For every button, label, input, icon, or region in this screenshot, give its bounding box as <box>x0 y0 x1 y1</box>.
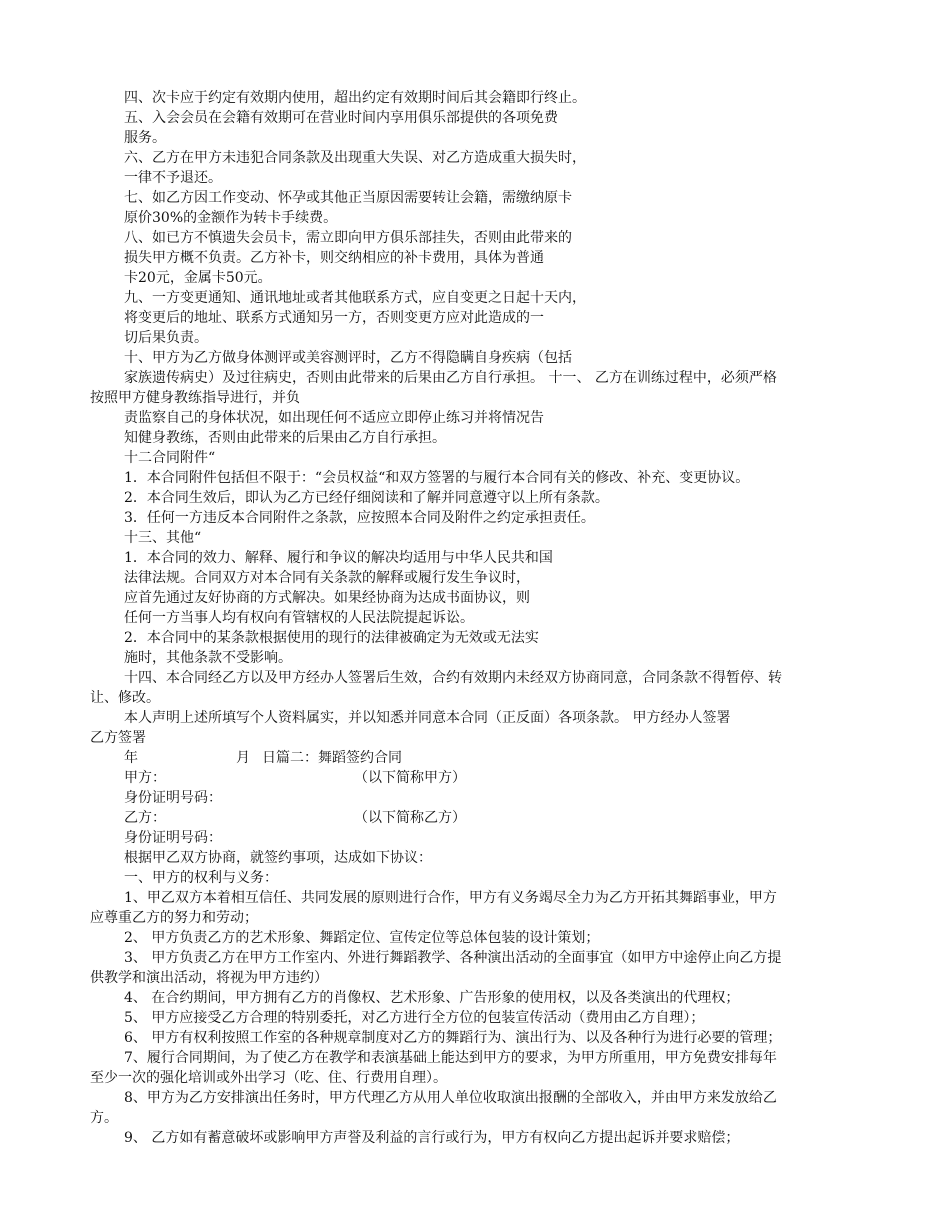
text-line: 1、甲乙双方本着相互信任、共同发展的原则进行合作，甲方有义务竭尽全力为乙方开拓其舞蹈事业，甲方 <box>124 890 777 906</box>
text-line: 本人声明上述所填写个人资料属实，并以知悉并同意本合同（正反面）各项条款。 甲方经办人签署 <box>124 710 731 726</box>
text-line: 5、 甲方应接受乙方合理的特别委托，对乙方进行全方位的包装宣传活动（费用由乙方自理）； <box>124 1010 705 1026</box>
text-line: 2、 甲方负责乙方的艺术形象、舞蹈定位、宣传定位等总体包装的设计策划； <box>124 930 600 946</box>
text-line: 损失甲方概不负责。乙方补卡，则交纳相应的补卡费用，具体为普通 <box>124 250 544 266</box>
text-line: 7、履行合同期间，为了使乙方在教学和表演基础上能达到甲方的要求，为甲方所重用，甲方免费安排每年 <box>124 1050 777 1066</box>
text-line: 按照甲方健身教练指导进行，并负 <box>90 390 300 406</box>
text-line: 至少一次的强化培训或外出学习（吃、住、行费用自理）。 <box>90 1070 447 1086</box>
text-line: 任何一方当事人均有权向有管辖权的人民法院提起诉讼。 <box>124 610 474 626</box>
text-line: 八、如已方不慎遗失会员卡，需立即向甲方俱乐部挂失，否则由此带来的 <box>124 230 572 246</box>
text-line: 十、甲方为乙方做身体测评或美容测评时，乙方不得隐瞒自身疾病（包括 <box>124 350 572 366</box>
text-line: 9、 乙方如有蓄意破坏或影响甲方声誉及利益的言行或行为，甲方有权向乙方提出起诉并要求赔偿； <box>124 1130 740 1146</box>
text-line: 切后果负责。 <box>124 330 208 346</box>
text-line: 十四、本合同经乙方以及甲方经办人签署后生效，合约有效期内未经双方协商同意，合同条款不得暂停、转 <box>124 670 782 686</box>
text-line: 六、乙方在甲方未违犯合同条款及出现重大失误、对乙方造成重大损失时， <box>124 150 586 166</box>
text-line: 8、甲方为乙方安排演出任务时，甲方代理乙方从用人单位收取演出报酬的全部收入，并由甲方来发放给乙 <box>124 1090 777 1106</box>
text-line: 3、 甲方负责乙方在甲方工作室内、外进行舞蹈教学、各种演出活动的全面事宜（如甲方中途停止向乙方提 <box>124 950 782 966</box>
text-line: 6、 甲方有权利按照工作室的各种规章制度对乙方的舞蹈行为、演出行为、以及各种行为进行必要的管理； <box>124 1030 782 1046</box>
text-line: 根据甲乙双方协商，就签约事项，达成如下协议： <box>124 850 432 866</box>
text-line: 卡20元，金属卡50元。 <box>124 270 272 286</box>
text-line: 1．本合同附件包括但不限于：“会员权益“和双方签署的与履行本合同有关的修改、补充、变更协议。 <box>124 470 750 486</box>
text-line: 十三、其他“ <box>124 530 202 546</box>
text-line: 1．本合同的效力、解释、履行和争议的解决均适用与中华人民共和国 <box>124 550 553 566</box>
text-line: 2．本合同生效后，即认为乙方已经仔细阅读和了解并同意遵守以上所有条款。 <box>124 490 609 506</box>
text-line: 身份证明号码： <box>124 830 222 846</box>
text-line: 供教学和演出活动，将视为甲方违约） <box>90 970 328 986</box>
text-line: 五、入会会员在会籍有效期可在营业时间内享用俱乐部提供的各项免费 <box>124 110 558 126</box>
text-line: 四、次卡应于约定有效期内使用，超出约定有效期时间后其会籍即行终止。 <box>124 90 586 106</box>
text-line: 一律不予退还。 <box>124 170 222 186</box>
text-line: 原价30%的金额作为转卡手续费。 <box>124 210 338 226</box>
text-line: 责监察自己的身体状况，如出现任何不适应立即停止练习并将情况告 <box>124 410 544 426</box>
text-line: 家族遗传病史）及过往病史，否则由此带来的后果由乙方自行承担。 十一、 乙方在训练过程中，必须严格 <box>124 370 777 386</box>
text-line: 让、修改。 <box>90 690 160 706</box>
text-line: 七、如乙方因工作变动、怀孕或其他正当原因需要转让会籍，需缴纳原卡 <box>124 190 572 206</box>
text-line: 2．本合同中的某条款根据使用的现行的法律被确定为无效或无法实 <box>124 630 539 646</box>
text-line: 知健身教练，否则由此带来的后果由乙方自行承担。 <box>124 430 446 446</box>
text-line: 乙方： （以下简称乙方） <box>124 810 466 826</box>
text-line: 4、 在合约期间，甲方拥有乙方的肖像权、艺术形象、广告形象的使用权，以及各类演出的代理权； <box>124 990 740 1006</box>
text-line: 法律法规。合同双方对本合同有关条款的解释或履行发生争议时， <box>124 570 530 586</box>
text-line: 乙方签署 <box>90 730 146 746</box>
text-line: 九、一方变更通知、通讯地址或者其他联系方式，应自变更之日起十天内， <box>124 290 586 306</box>
text-line: 应首先通过友好协商的方式解决。如果经协商为达成书面协议，则 <box>124 590 530 606</box>
text-line: 一、甲方的权利与义务： <box>124 870 278 886</box>
text-line: 十二合同附件“ <box>124 450 216 466</box>
text-line: 应尊重乙方的努力和劳动； <box>90 910 258 926</box>
text-line: 方。 <box>90 1110 118 1126</box>
text-line: 年 月 日篇二：舞蹈签约合同 <box>124 750 402 766</box>
text-line: 甲方： （以下简称甲方） <box>124 770 466 786</box>
text-line: 3．任何一方违反本合同附件之条款，应按照本合同及附件之约定承担责任。 <box>124 510 595 526</box>
text-line: 将变更后的地址、联系方式通知另一方，否则变更方应对此造成的一 <box>124 310 544 326</box>
text-line: 施时，其他条款不受影响。 <box>124 650 292 666</box>
text-line: 服务。 <box>124 130 166 146</box>
text-line: 身份证明号码： <box>124 790 222 806</box>
